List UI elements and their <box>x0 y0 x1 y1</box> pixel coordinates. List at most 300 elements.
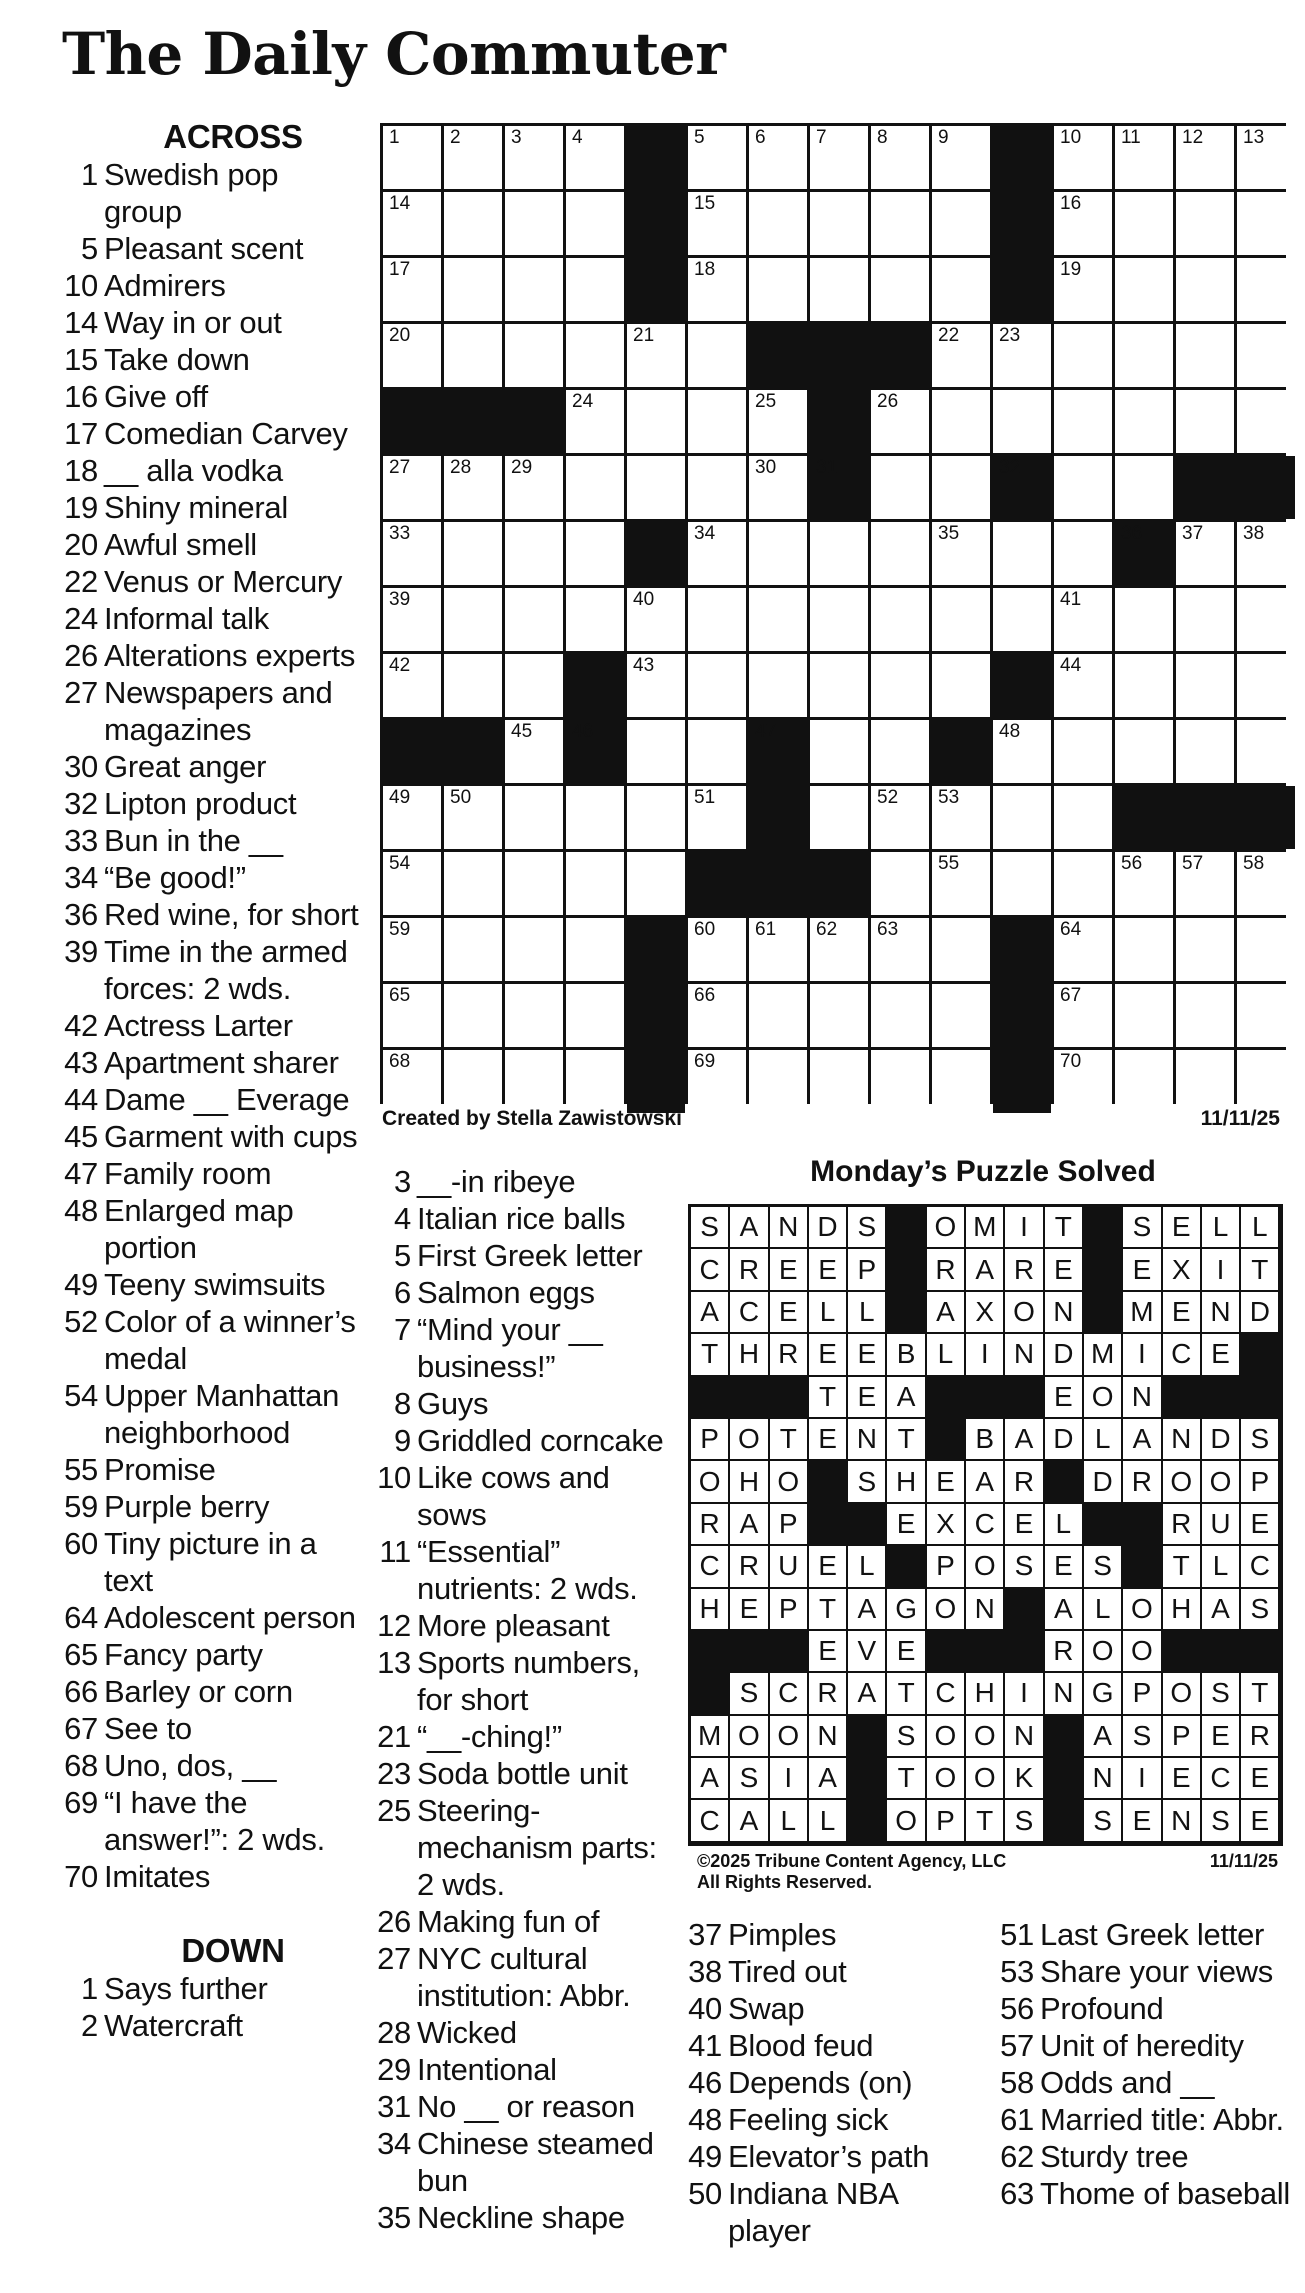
grid-cell[interactable] <box>932 654 990 717</box>
grid-cell[interactable] <box>932 390 990 453</box>
solution-letter: T <box>897 1677 915 1709</box>
solution-cell <box>1005 1716 1042 1756</box>
grid-cell[interactable] <box>444 918 502 981</box>
grid-cell[interactable] <box>1237 852 1295 915</box>
grid-cell[interactable] <box>688 786 746 849</box>
clue-number: 62 <box>1000 2139 1034 2174</box>
grid-cell[interactable] <box>688 918 746 981</box>
grid-cell[interactable] <box>566 390 624 453</box>
grid-cell[interactable] <box>1237 126 1295 189</box>
black-square <box>444 390 502 453</box>
solution-letter: A <box>857 1677 877 1709</box>
clue-text: Way in or out <box>104 305 282 340</box>
grid-cell[interactable] <box>688 1050 746 1113</box>
grid-cell[interactable] <box>1237 984 1295 1047</box>
grid-cell[interactable] <box>566 984 624 1047</box>
grid-cell[interactable] <box>627 456 685 519</box>
clue-text: “Be good!” <box>104 860 246 895</box>
clue-text: Profound <box>1040 1991 1164 2026</box>
clue-number: 11 <box>379 1534 411 1569</box>
clue-number: 65 <box>64 1637 98 1672</box>
grid-cell[interactable] <box>749 258 807 321</box>
grid-cell[interactable] <box>1237 654 1295 717</box>
clue-number: 9 <box>394 1423 411 1458</box>
clue-number: 42 <box>64 1008 98 1043</box>
grid-cell[interactable] <box>505 654 563 717</box>
grid-cell[interactable] <box>566 192 624 255</box>
grid-cell[interactable] <box>1237 918 1295 981</box>
down-clue-58 <box>998 2064 1298 2101</box>
grid-cell[interactable] <box>810 522 868 585</box>
grid-cell[interactable] <box>688 126 746 189</box>
grid-cell[interactable] <box>1176 984 1234 1047</box>
grid-cell[interactable] <box>810 192 868 255</box>
across-clue-48 <box>62 1192 362 1266</box>
grid-cell[interactable] <box>932 126 990 189</box>
grid-cell[interactable] <box>1176 654 1234 717</box>
solution-letter: U <box>1210 1507 1231 1539</box>
grid-cell[interactable] <box>444 126 502 189</box>
grid-cell[interactable] <box>932 852 990 915</box>
solution-cell <box>1123 1334 1160 1374</box>
grid-cell[interactable] <box>810 918 868 981</box>
solution-letter: E <box>1171 1762 1191 1794</box>
grid-cell[interactable] <box>1054 1050 1112 1113</box>
grid-cell[interactable] <box>993 324 1051 387</box>
grid-cell[interactable] <box>1115 720 1173 783</box>
grid-cell[interactable] <box>1237 324 1295 387</box>
grid-cell[interactable] <box>627 654 685 717</box>
grid-cell[interactable] <box>1176 588 1234 651</box>
grid-cell[interactable] <box>444 192 502 255</box>
clue-text: Tired out <box>728 1954 847 1989</box>
grid-cell[interactable] <box>627 588 685 651</box>
clue-number: 64 <box>64 1600 98 1635</box>
grid-cell[interactable] <box>566 456 624 519</box>
across-clue-20 <box>62 526 362 563</box>
grid-cell[interactable] <box>993 786 1051 849</box>
solution-cell <box>1005 1334 1042 1374</box>
grid-cell[interactable] <box>444 456 502 519</box>
solution-letter: D <box>1249 1295 1270 1327</box>
grid-cell[interactable] <box>810 588 868 651</box>
grid-cell[interactable] <box>1237 192 1295 255</box>
grid-cell[interactable] <box>1176 1050 1234 1113</box>
grid-cell[interactable] <box>749 1050 807 1113</box>
grid-cell[interactable] <box>505 324 563 387</box>
solution-letter: E <box>739 1592 759 1624</box>
grid-cell[interactable] <box>566 324 624 387</box>
solution-cell <box>1163 1504 1200 1544</box>
grid-cell[interactable] <box>1054 126 1112 189</box>
grid-cell[interactable] <box>1237 390 1295 453</box>
grid-cell[interactable] <box>1176 720 1234 783</box>
grid-cell[interactable] <box>1115 654 1173 717</box>
grid-cell[interactable] <box>1237 1050 1295 1113</box>
grid-cell[interactable] <box>566 918 624 981</box>
grid-cell[interactable] <box>383 786 441 849</box>
black-square <box>932 720 990 783</box>
solution-letter: C <box>935 1677 956 1709</box>
grid-cell[interactable] <box>444 786 502 849</box>
black-square <box>993 654 1051 717</box>
grid-cell[interactable] <box>1115 852 1173 915</box>
grid-cell[interactable] <box>1237 720 1295 783</box>
solution-black-square <box>887 1292 924 1332</box>
grid-cell[interactable] <box>1115 984 1173 1047</box>
grid-cell[interactable] <box>505 918 563 981</box>
grid-cell[interactable] <box>1054 786 1112 849</box>
solution-cell <box>730 1419 767 1459</box>
black-square <box>749 720 807 783</box>
grid-cell[interactable] <box>1054 324 1112 387</box>
grid-cell[interactable] <box>1176 126 1234 189</box>
grid-cell[interactable] <box>871 522 929 585</box>
down-clue-37 <box>686 1916 986 1953</box>
grid-cell[interactable] <box>1115 1050 1173 1113</box>
solution-letter: C <box>699 1253 720 1285</box>
grid-cell[interactable] <box>993 720 1051 783</box>
clue-number: 1 <box>81 1971 98 2006</box>
grid-cell[interactable] <box>749 654 807 717</box>
down-clue-9 <box>375 1422 675 1459</box>
grid-cell[interactable] <box>505 984 563 1047</box>
grid-cell[interactable] <box>1176 522 1234 585</box>
grid-cell[interactable] <box>1115 258 1173 321</box>
grid-cell[interactable] <box>749 522 807 585</box>
grid-cell[interactable] <box>688 456 746 519</box>
solution-letter: S <box>1093 1804 1112 1836</box>
grid-cell[interactable] <box>1176 192 1234 255</box>
cell-number: 32 <box>999 457 1021 478</box>
grid-cell[interactable] <box>1054 456 1112 519</box>
grid-cell[interactable] <box>688 654 746 717</box>
solution-letter: S <box>1093 1550 1112 1582</box>
grid-cell[interactable] <box>444 588 502 651</box>
grid-cell[interactable] <box>505 258 563 321</box>
solution-black-square <box>1241 1377 1278 1417</box>
solution-letter: L <box>1212 1211 1229 1243</box>
grid-cell[interactable] <box>871 720 929 783</box>
grid-cell[interactable] <box>688 192 746 255</box>
solution-cell <box>809 1334 846 1374</box>
solution-cell <box>1123 1800 1160 1840</box>
grid-cell[interactable] <box>749 984 807 1047</box>
clue-number: 36 <box>64 897 98 932</box>
across-clue-22 <box>62 563 362 600</box>
grid-cell[interactable] <box>627 390 685 453</box>
grid-cell[interactable] <box>627 786 685 849</box>
grid-cell[interactable] <box>1115 456 1173 519</box>
grid-cell[interactable] <box>1176 852 1234 915</box>
down-clue-column-3 <box>686 1916 986 2249</box>
grid-cell[interactable] <box>932 918 990 981</box>
grid-cell[interactable] <box>810 984 868 1047</box>
grid-cell[interactable] <box>810 720 868 783</box>
grid-cell[interactable] <box>505 522 563 585</box>
down-clue-column-2 <box>375 1163 675 2236</box>
cell-number: 20 <box>389 325 411 346</box>
grid-cell[interactable] <box>444 984 502 1047</box>
solution-cell <box>730 1207 767 1247</box>
grid-cell[interactable] <box>871 918 929 981</box>
down-clue-21 <box>375 1718 675 1755</box>
grid-cell[interactable] <box>383 588 441 651</box>
grid-cell[interactable] <box>749 126 807 189</box>
clue-number: 52 <box>64 1304 98 1339</box>
grid-cell[interactable] <box>871 192 929 255</box>
solution-cell <box>691 1758 728 1798</box>
grid-cell[interactable] <box>505 1050 563 1113</box>
solution-letter: E <box>778 1295 798 1327</box>
down-clue-column-4 <box>998 1916 1298 2212</box>
down-clue-2 <box>62 2007 362 2044</box>
grid-cell[interactable] <box>383 1050 441 1113</box>
clue-text: Sports numbers, for short <box>417 1645 640 1717</box>
grid-cell[interactable] <box>1115 324 1173 387</box>
cell-number: 7 <box>816 127 827 148</box>
grid-cell[interactable] <box>383 522 441 585</box>
solution-black-square <box>770 1377 807 1417</box>
grid-cell[interactable] <box>1115 390 1173 453</box>
grid-cell[interactable] <box>871 786 929 849</box>
grid-cell[interactable] <box>688 984 746 1047</box>
grid-cell[interactable] <box>871 852 929 915</box>
grid-cell[interactable] <box>932 984 990 1047</box>
grid-cell[interactable] <box>1054 852 1112 915</box>
grid-cell[interactable] <box>383 324 441 387</box>
grid-cell[interactable] <box>444 852 502 915</box>
clue-text: Indiana NBA player <box>728 2176 898 2248</box>
grid-cell[interactable] <box>566 786 624 849</box>
grid-cell[interactable] <box>627 852 685 915</box>
grid-cell[interactable] <box>566 258 624 321</box>
grid-cell[interactable] <box>810 654 868 717</box>
solution-cell <box>966 1504 1003 1544</box>
black-square <box>810 390 868 453</box>
grid-cell[interactable] <box>871 588 929 651</box>
crossword-grid[interactable] <box>380 123 1286 1104</box>
grid-cell[interactable] <box>444 1050 502 1113</box>
clue-text: Swap <box>728 1991 805 2026</box>
grid-cell[interactable] <box>444 324 502 387</box>
grid-cell[interactable] <box>1054 720 1112 783</box>
solution-cell <box>730 1800 767 1840</box>
grid-cell[interactable] <box>444 654 502 717</box>
grid-cell[interactable] <box>932 456 990 519</box>
grid-cell[interactable] <box>627 720 685 783</box>
cell-number: 23 <box>999 325 1021 346</box>
grid-cell[interactable] <box>932 588 990 651</box>
clue-text: Venus or Mercury <box>104 564 343 599</box>
solution-cell <box>730 1461 767 1501</box>
grid-cell[interactable] <box>1054 654 1112 717</box>
grid-cell[interactable] <box>1054 522 1112 585</box>
solution-letter: P <box>936 1550 955 1582</box>
grid-cell[interactable] <box>932 324 990 387</box>
down-clue-1 <box>62 1970 362 2007</box>
grid-cell[interactable] <box>505 588 563 651</box>
black-square <box>993 1050 1051 1113</box>
grid-cell[interactable] <box>688 720 746 783</box>
clue-text: Feeling sick <box>728 2102 889 2137</box>
clue-number: 3 <box>394 1164 411 1199</box>
grid-cell[interactable] <box>1115 588 1173 651</box>
grid-cell[interactable] <box>444 522 502 585</box>
grid-cell[interactable] <box>1237 522 1295 585</box>
solution-cell <box>1123 1377 1160 1417</box>
grid-cell[interactable] <box>993 588 1051 651</box>
grid-cell[interactable] <box>1054 588 1112 651</box>
grid-cell[interactable] <box>810 126 868 189</box>
grid-cell[interactable] <box>993 852 1051 915</box>
grid-cell[interactable] <box>810 786 868 849</box>
grid-cell[interactable] <box>749 192 807 255</box>
solution-letter: E <box>1053 1253 1073 1285</box>
cell-number: 19 <box>1060 259 1082 280</box>
grid-cell[interactable] <box>1176 324 1234 387</box>
grid-cell[interactable] <box>1176 918 1234 981</box>
solution-letter: P <box>778 1592 798 1624</box>
solution-cell <box>1163 1249 1200 1289</box>
grid-cell[interactable] <box>1054 192 1112 255</box>
grid-cell[interactable] <box>1054 258 1112 321</box>
grid-cell[interactable] <box>749 588 807 651</box>
grid-cell[interactable] <box>505 192 563 255</box>
grid-cell[interactable] <box>810 258 868 321</box>
clue-text: NYC cultural institution: Abbr. <box>417 1941 631 2013</box>
grid-cell[interactable] <box>932 786 990 849</box>
grid-cell[interactable] <box>932 522 990 585</box>
black-square <box>627 258 685 321</box>
grid-cell[interactable] <box>383 918 441 981</box>
grid-cell[interactable] <box>1237 588 1295 651</box>
grid-cell[interactable] <box>505 456 563 519</box>
grid-cell[interactable] <box>566 588 624 651</box>
grid-cell[interactable] <box>505 852 563 915</box>
clue-number: 47 <box>64 1156 98 1191</box>
grid-cell[interactable] <box>871 456 929 519</box>
grid-cell[interactable] <box>932 1050 990 1113</box>
grid-cell[interactable] <box>871 984 929 1047</box>
grid-cell[interactable] <box>383 258 441 321</box>
grid-cell[interactable] <box>749 918 807 981</box>
black-square <box>749 786 807 849</box>
grid-cell[interactable] <box>932 192 990 255</box>
grid-cell[interactable] <box>993 522 1051 585</box>
black-square <box>810 324 868 387</box>
grid-cell[interactable] <box>810 1050 868 1113</box>
grid-cell[interactable] <box>505 720 563 783</box>
grid-cell[interactable] <box>383 456 441 519</box>
grid-cell[interactable] <box>627 324 685 387</box>
grid-cell[interactable] <box>1176 258 1234 321</box>
solution-cell <box>1045 1249 1082 1289</box>
grid-cell[interactable] <box>688 390 746 453</box>
grid-cell[interactable] <box>1054 918 1112 981</box>
solution-black-square <box>730 1377 767 1417</box>
grid-cell[interactable] <box>566 1050 624 1113</box>
grid-cell[interactable] <box>383 192 441 255</box>
grid-cell[interactable] <box>566 522 624 585</box>
grid-cell[interactable] <box>383 654 441 717</box>
grid-cell[interactable] <box>871 654 929 717</box>
solution-cell <box>770 1249 807 1289</box>
grid-cell[interactable] <box>871 1050 929 1113</box>
solution-letter: C <box>1249 1550 1270 1582</box>
grid-cell[interactable] <box>749 390 807 453</box>
solution-cell <box>966 1800 1003 1840</box>
solution-letter: A <box>1053 1592 1073 1624</box>
solution-cell <box>770 1800 807 1840</box>
grid-cell[interactable] <box>932 258 990 321</box>
down-clue-4 <box>375 1200 675 1237</box>
grid-cell[interactable] <box>383 984 441 1047</box>
clue-text: Soda bottle unit <box>417 1756 628 1791</box>
grid-cell[interactable] <box>1054 390 1112 453</box>
across-clue-column <box>62 118 362 2044</box>
solution-cell <box>809 1207 846 1247</box>
grid-cell[interactable] <box>444 258 502 321</box>
solution-letter: E <box>1132 1253 1152 1285</box>
solution-cell <box>1241 1673 1278 1713</box>
grid-cell[interactable] <box>871 126 929 189</box>
grid-cell[interactable] <box>1115 918 1173 981</box>
grid-cell[interactable] <box>1115 126 1173 189</box>
solution-letter: R <box>1171 1507 1192 1539</box>
grid-cell[interactable] <box>505 786 563 849</box>
grid-cell[interactable] <box>871 258 929 321</box>
across-clue-47 <box>62 1155 362 1192</box>
grid-cell[interactable] <box>566 852 624 915</box>
grid-cell[interactable] <box>688 588 746 651</box>
clue-text: Swedish pop group <box>104 157 279 229</box>
clue-number: 14 <box>64 305 98 340</box>
cell-number: 8 <box>877 127 888 148</box>
grid-cell[interactable] <box>688 522 746 585</box>
solution-cell <box>927 1207 964 1247</box>
across-clue-17 <box>62 415 362 452</box>
grid-cell[interactable] <box>1054 984 1112 1047</box>
clue-text: Imitates <box>104 1859 211 1894</box>
grid-cell[interactable] <box>688 258 746 321</box>
grid-cell[interactable] <box>383 126 441 189</box>
cell-number: 57 <box>1182 853 1204 874</box>
solution-letter: E <box>1250 1762 1270 1794</box>
grid-cell[interactable] <box>1237 258 1295 321</box>
grid-cell[interactable] <box>505 126 563 189</box>
solution-letter: E <box>778 1253 798 1285</box>
cell-number: 29 <box>511 457 533 478</box>
grid-cell[interactable] <box>993 390 1051 453</box>
solution-letter: S <box>857 1465 877 1497</box>
grid-cell[interactable] <box>566 126 624 189</box>
solution-letter: S <box>1211 1804 1230 1836</box>
grid-cell[interactable] <box>749 456 807 519</box>
solution-letter: C <box>974 1507 995 1539</box>
grid-cell[interactable] <box>688 324 746 387</box>
grid-cell[interactable] <box>871 390 929 453</box>
grid-cell[interactable] <box>1115 192 1173 255</box>
grid-cell[interactable] <box>1176 390 1234 453</box>
solution-cell <box>770 1504 807 1544</box>
cell-number: 51 <box>694 787 716 808</box>
cell-number: 65 <box>389 985 411 1006</box>
grid-cell[interactable] <box>383 852 441 915</box>
solution-black-square <box>848 1716 885 1756</box>
cell-number: 33 <box>389 523 411 544</box>
solution-letter: N <box>817 1719 838 1751</box>
